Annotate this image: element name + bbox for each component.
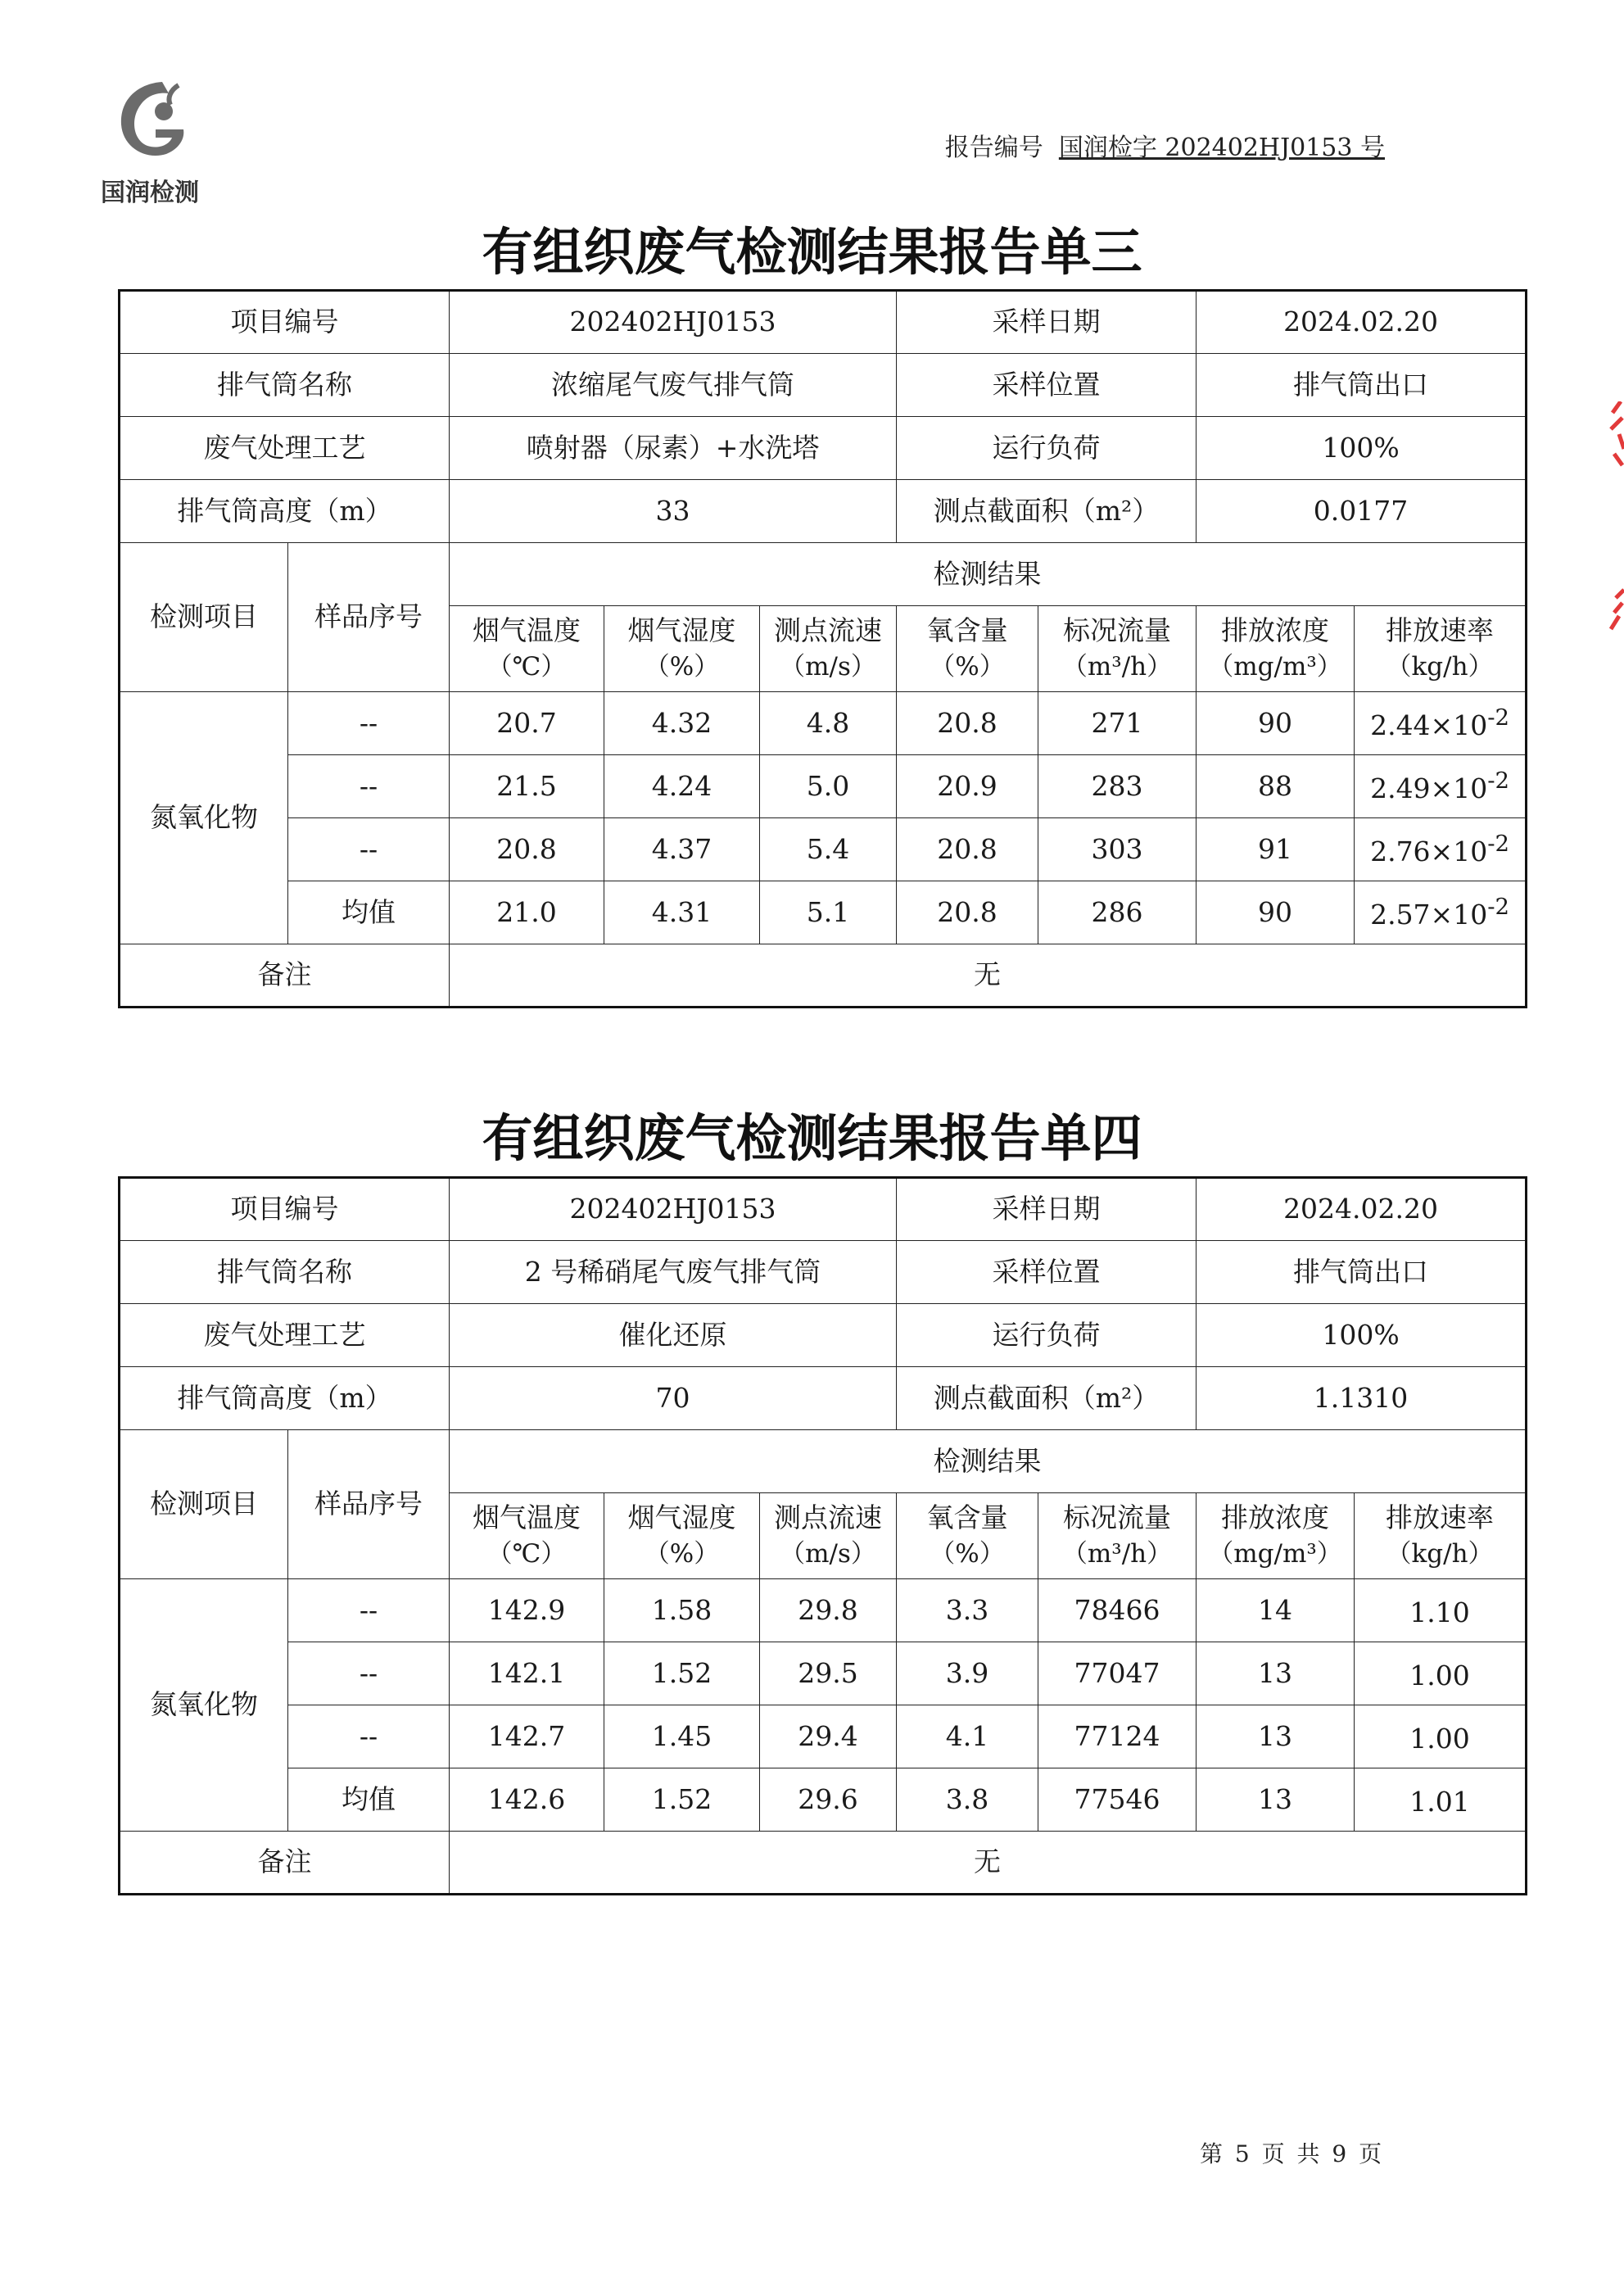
cell-seq: --	[288, 755, 450, 818]
info-row	[120, 1241, 1527, 1304]
project-no-label: 项目编号	[120, 291, 450, 354]
cell-temp: 142.7	[450, 1705, 604, 1768]
cell-oxygen: 20.8	[897, 692, 1038, 755]
cell-seq: 均值	[288, 881, 450, 944]
cell-conc: 14	[1197, 1579, 1355, 1642]
area: 1.1310	[1197, 1367, 1527, 1430]
col-results: 检测结果	[450, 1430, 1527, 1493]
sample-date: 2024.02.20	[1197, 1178, 1527, 1241]
report-number-label: 报告编号	[944, 134, 1043, 162]
load: 100%	[1197, 1304, 1527, 1367]
cell-humid: 1.52	[604, 1642, 760, 1705]
height: 70	[450, 1367, 897, 1430]
load-label: 运行负荷	[897, 1304, 1197, 1367]
remark-label: 备注	[120, 1832, 450, 1895]
project-no-label: 项目编号	[120, 1178, 450, 1241]
stack-name-label: 排气筒名称	[120, 354, 450, 417]
stack-name: 浓缩尾气废气排气筒	[450, 354, 897, 417]
cell-oxygen: 3.9	[897, 1642, 1038, 1705]
cell-speed: 29.5	[760, 1642, 897, 1705]
project-no: 202402HJ0153	[450, 1178, 897, 1241]
cell-seq: --	[288, 1642, 450, 1705]
cell-seq: --	[288, 1579, 450, 1642]
report-table-4	[118, 1176, 1527, 1895]
area: 0.0177	[1197, 480, 1527, 543]
sample-date-label: 采样日期	[897, 291, 1197, 354]
cell-temp: 142.1	[450, 1642, 604, 1705]
cell-flow: 271	[1038, 692, 1197, 755]
report-number	[945, 127, 1385, 163]
cell-temp: 142.9	[450, 1579, 604, 1642]
col-oxygen: 氧含量 （%）	[897, 1493, 1038, 1579]
height-label: 排气筒高度（m）	[120, 480, 450, 543]
cell-conc: 90	[1197, 692, 1355, 755]
col-speed: 测点流速 （m/s）	[760, 1493, 897, 1579]
col-humid: 烟气湿度 （%）	[604, 1493, 760, 1579]
process: 催化还原	[450, 1304, 897, 1367]
cell-rate: $2.44\times 10^{-2}$	[1355, 692, 1527, 755]
cell-speed: 29.8	[760, 1579, 897, 1642]
cell-rate: 1.10	[1355, 1579, 1527, 1642]
page-number: 第 5 页 共 9 页	[1200, 2140, 1385, 2167]
cell-speed: 5.0	[760, 755, 897, 818]
info-row	[120, 354, 1527, 417]
load: 100%	[1197, 417, 1527, 480]
cell-humid: 4.31	[604, 881, 760, 944]
cell-flow: 283	[1038, 755, 1197, 818]
sample-pos-label: 采样位置	[897, 354, 1197, 417]
col-oxygen: 氧含量 （%）	[897, 606, 1038, 692]
company-logo	[88, 75, 211, 215]
cell-conc: 13	[1197, 1705, 1355, 1768]
remark: 无	[450, 1832, 1527, 1895]
cell-speed: 29.4	[760, 1705, 897, 1768]
cell-oxygen: 20.9	[897, 755, 1038, 818]
header-row	[120, 543, 1527, 606]
cell-rate: $2.49\times 10^{-2}$	[1355, 755, 1527, 818]
cell-flow: 286	[1038, 881, 1197, 944]
remark-label: 备注	[120, 944, 450, 1008]
sample-pos: 排气筒出口	[1197, 354, 1527, 417]
cell-humid: 4.37	[604, 818, 760, 881]
info-row	[120, 1304, 1527, 1367]
height-label: 排气筒高度（m）	[120, 1367, 450, 1430]
cell-conc: 88	[1197, 755, 1355, 818]
process-label: 废气处理工艺	[120, 417, 450, 480]
cell-rate: 1.00	[1355, 1642, 1527, 1705]
process-label: 废气处理工艺	[120, 1304, 450, 1367]
remark-row	[120, 1832, 1527, 1895]
process: 喷射器（尿素）+水洗塔	[450, 417, 897, 480]
cell-flow: 77124	[1038, 1705, 1197, 1768]
cell-seq: --	[288, 818, 450, 881]
cell-seq: --	[288, 1705, 450, 1768]
cell-speed: 29.6	[760, 1768, 897, 1832]
report-title-4: 有组织废气检测结果报告单四	[482, 1108, 1142, 1168]
info-row	[120, 291, 1527, 354]
col-item: 检测项目	[120, 1430, 288, 1579]
info-row	[120, 417, 1527, 480]
cell-temp: 20.8	[450, 818, 604, 881]
sample-date: 2024.02.20	[1197, 291, 1527, 354]
info-row	[120, 1367, 1527, 1430]
report-title-3: 有组织废气检测结果报告单三	[482, 222, 1142, 282]
cell-oxygen: 4.1	[897, 1705, 1038, 1768]
area-label: 测点截面积（m²）	[897, 480, 1197, 543]
cell-flow: 77047	[1038, 1642, 1197, 1705]
col-flow: 标况流量 （m³/h）	[1038, 1493, 1197, 1579]
table-row-mean	[120, 1768, 1527, 1832]
cell-temp: 21.0	[450, 881, 604, 944]
cell-temp: 20.7	[450, 692, 604, 755]
col-humid: 烟气湿度 （%）	[604, 606, 760, 692]
col-item: 检测项目	[120, 543, 288, 692]
sample-pos: 排气筒出口	[1197, 1241, 1527, 1304]
col-rate: 排放速率 （kg/h）	[1355, 606, 1527, 692]
cell-humid: 1.52	[604, 1768, 760, 1832]
stack-name: 2 号稀硝尾气废气排气筒	[450, 1241, 897, 1304]
table-row	[120, 1705, 1527, 1768]
cell-humid: 1.45	[604, 1705, 760, 1768]
table-row	[120, 692, 1527, 755]
cell-speed: 4.8	[760, 692, 897, 755]
remark: 无	[450, 944, 1527, 1008]
report-table-3	[118, 289, 1527, 1008]
col-speed: 测点流速 （m/s）	[760, 606, 897, 692]
col-conc: 排放浓度 （mg/m³）	[1197, 606, 1355, 692]
report-number-value: 国润检字 202402HJ0153 号	[1058, 134, 1385, 162]
cell-flow: 77546	[1038, 1768, 1197, 1832]
table-row	[120, 818, 1527, 881]
area-label: 测点截面积（m²）	[897, 1367, 1197, 1430]
col-temp: 烟气温度 （℃）	[450, 1493, 604, 1579]
table-row-mean	[120, 881, 1527, 944]
col-seq: 样品序号	[288, 1430, 450, 1579]
table-row	[120, 755, 1527, 818]
col-conc: 排放浓度 （mg/m³）	[1197, 1493, 1355, 1579]
cell-temp: 21.5	[450, 755, 604, 818]
table-row	[120, 1579, 1527, 1642]
col-temp: 烟气温度 （℃）	[450, 606, 604, 692]
cell-flow: 78466	[1038, 1579, 1197, 1642]
cell-flow: 303	[1038, 818, 1197, 881]
cell-humid: 1.58	[604, 1579, 760, 1642]
stack-name-label: 排气筒名称	[120, 1241, 450, 1304]
cell-humid: 4.32	[604, 692, 760, 755]
info-row	[120, 1178, 1527, 1241]
cell-rate: 1.01	[1355, 1768, 1527, 1832]
height: 33	[450, 480, 897, 543]
logo-mark-icon	[105, 75, 195, 165]
cell-conc: 13	[1197, 1642, 1355, 1705]
cell-oxygen: 3.8	[897, 1768, 1038, 1832]
table-row	[120, 1642, 1527, 1705]
sample-pos-label: 采样位置	[897, 1241, 1197, 1304]
cell-conc: 13	[1197, 1768, 1355, 1832]
col-results: 检测结果	[450, 543, 1527, 606]
cell-rate: 1.00	[1355, 1705, 1527, 1768]
load-label: 运行负荷	[897, 417, 1197, 480]
cell-humid: 4.24	[604, 755, 760, 818]
remark-row	[120, 944, 1527, 1008]
cell-conc: 90	[1197, 881, 1355, 944]
item-name: 氮氧化物	[120, 1579, 288, 1832]
sample-date-label: 采样日期	[897, 1178, 1197, 1241]
col-rate: 排放速率 （kg/h）	[1355, 1493, 1527, 1579]
col-flow: 标况流量 （m³/h）	[1038, 606, 1197, 692]
cell-speed: 5.4	[760, 818, 897, 881]
col-seq: 样品序号	[288, 543, 450, 692]
stamp-fragment-icon	[1609, 401, 1624, 663]
cell-oxygen: 20.8	[897, 818, 1038, 881]
cell-seq: 均值	[288, 1768, 450, 1832]
project-no: 202402HJ0153	[450, 291, 897, 354]
cell-rate: $2.76\times 10^{-2}$	[1355, 818, 1527, 881]
cell-oxygen: 3.3	[897, 1579, 1038, 1642]
cell-seq: --	[288, 692, 450, 755]
cell-temp: 142.6	[450, 1768, 604, 1832]
cell-conc: 91	[1197, 818, 1355, 881]
cell-rate: $2.57\times 10^{-2}$	[1355, 881, 1527, 944]
item-name: 氮氧化物	[120, 692, 288, 944]
cell-oxygen: 20.8	[897, 881, 1038, 944]
header-row	[120, 1430, 1527, 1493]
info-row	[120, 480, 1527, 543]
cell-speed: 5.1	[760, 881, 897, 944]
logo-text: 国润检测	[101, 179, 199, 207]
